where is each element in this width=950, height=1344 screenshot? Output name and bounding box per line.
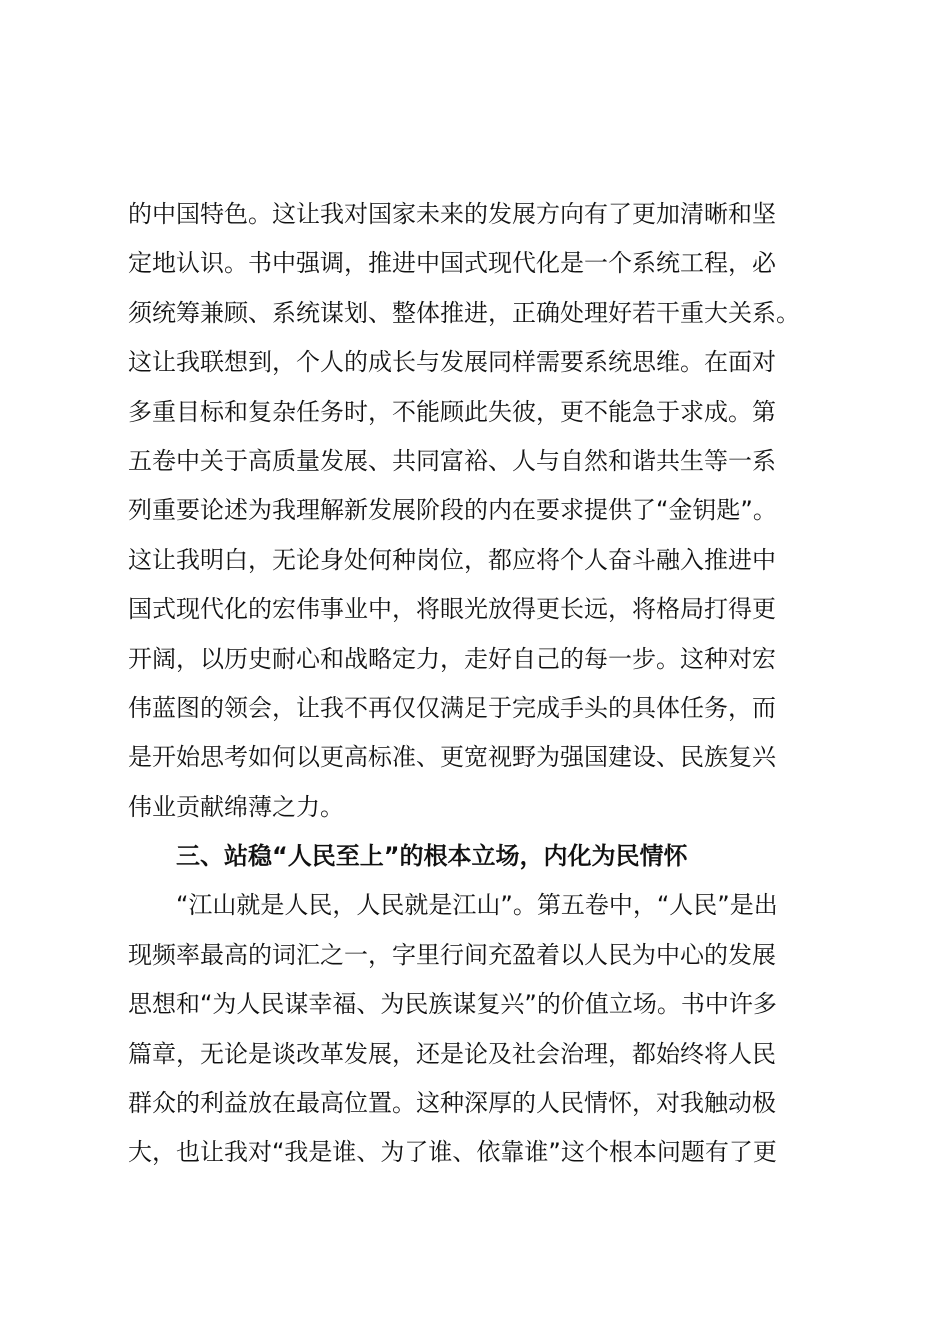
text-line: 这让我明白，无论身处何种岗位，都应将个人奋斗融入推进中 — [128, 545, 776, 574]
text-line: 群众的利益放在最高位置。这种深厚的人民情怀，对我触动极 — [128, 1089, 776, 1118]
text-line: “江山就是人民，人民就是江山”。第五卷中，“人民”是出 — [176, 891, 778, 920]
text-line: 思想和“为人民谋幸福、为民族谋复兴”的价值立场。书中许多 — [128, 990, 777, 1019]
text-line: 这让我联想到，个人的成长与发展同样需要系统思维。在面对 — [128, 348, 776, 377]
text-line: 定地认识。书中强调，推进中国式现代化是一个系统工程，必 — [128, 249, 776, 278]
text-line: 伟蓝图的领会，让我不再仅仅满足于完成手头的具体任务，而 — [128, 693, 776, 722]
text-line: 伟业贡献绵薄之力。 — [128, 792, 344, 821]
text-line: 的中国特色。这让我对国家未来的发展方向有了更加清晰和坚 — [128, 200, 776, 228]
text-line: 开阔，以历史耐心和战略定力，走好自己的每一步。这种对宏 — [128, 644, 776, 673]
body-text — [128, 190, 848, 1178]
section-heading: 三、站稳“人民至上”的根本立场，内化为民情怀 — [176, 842, 688, 871]
text-line: 五卷中关于高质量发展、共同富裕、人与自然和谐共生等一系 — [128, 446, 776, 475]
text-line: 篇章，无论是谈改革发展，还是论及社会治理，都始终将人民 — [128, 1039, 776, 1068]
text-line: 国式现代化的宏伟事业中，将眼光放得更长远，将格局打得更 — [128, 595, 776, 624]
text-line: 是开始思考如何以更高标准、更宽视野为强国建设、民族复兴 — [128, 743, 776, 772]
text-line: 多重目标和复杂任务时，不能顾此失彼，更不能急于求成。第 — [128, 397, 776, 426]
text-line: 大，也让我对“我是谁、为了谁、依靠谁”这个根本问题有了更 — [128, 1138, 777, 1167]
text-line: 须统筹兼顾、系统谋划、整体推进，正确处理好若干重大关系。 — [128, 298, 800, 327]
text-line: 列重要论述为我理解新发展阶段的内在要求提供了“金钥匙”。 — [128, 496, 777, 525]
text-line: 现频率最高的词汇之一，字里行间充盈着以人民为中心的发展 — [128, 940, 776, 969]
